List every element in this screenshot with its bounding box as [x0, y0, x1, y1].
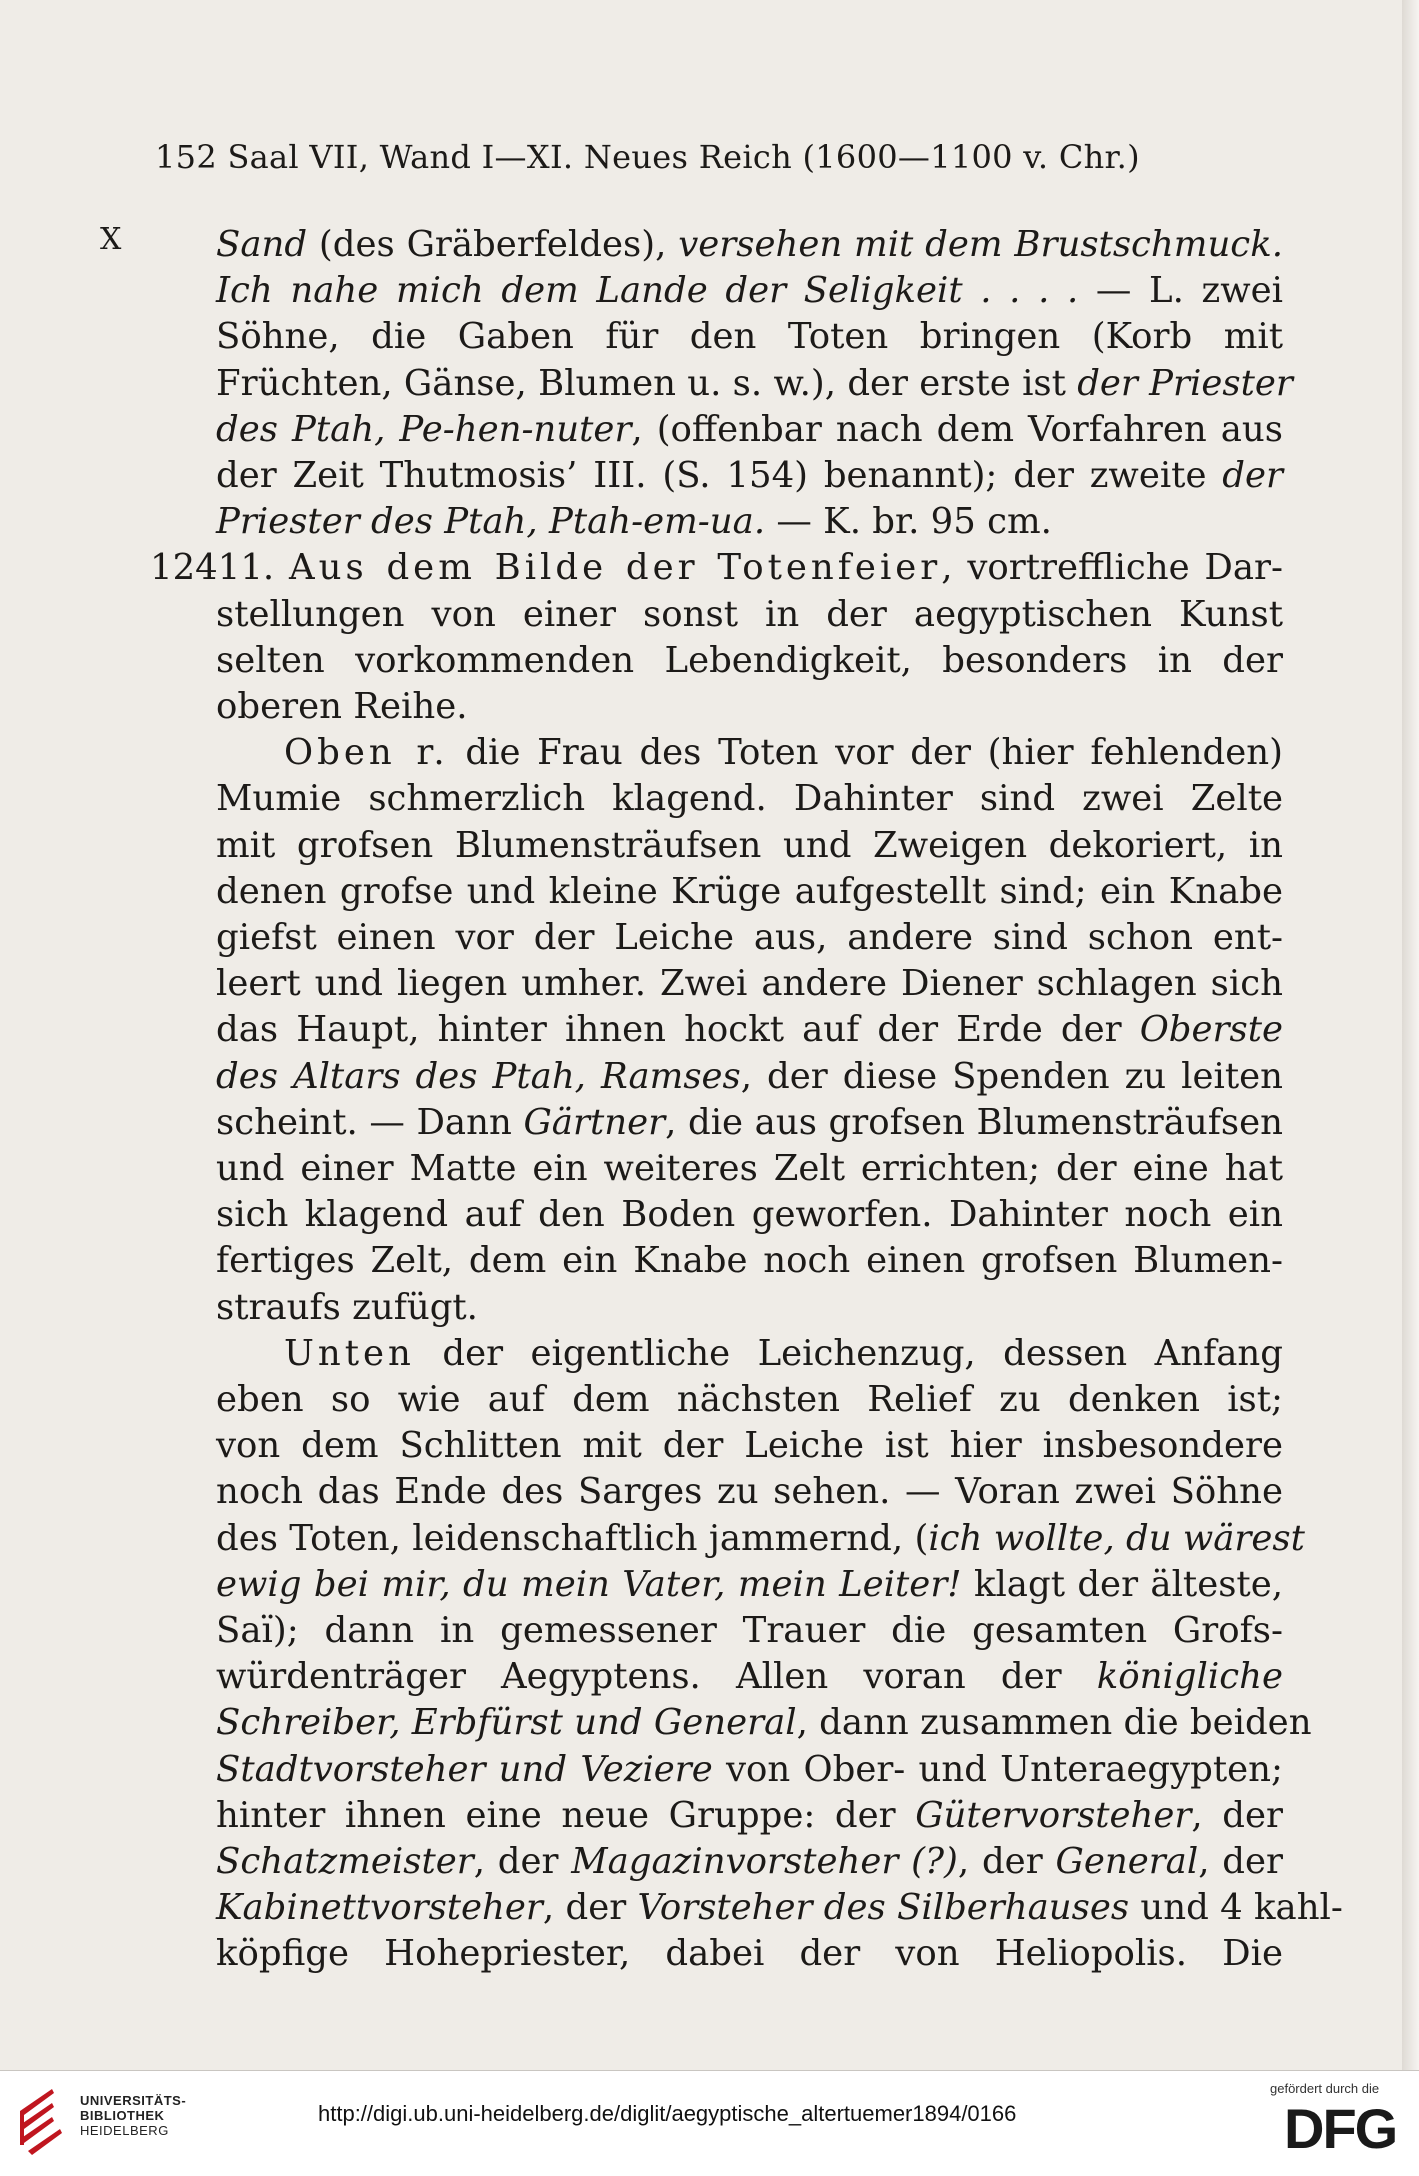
text-run: noch das Ende des Sarges zu sehen. — Voran zwei Söhne	[216, 1471, 1283, 1513]
text-run: Mumie schmerzlich klagend. Dahinter sind zwei Zelte	[216, 778, 1283, 820]
text-run: eben so wie auf dem nächsten Relief zu denken ist;	[216, 1379, 1283, 1420]
text-run: Söhne, die Gaben für den Toten bringen (Korb mit	[216, 316, 1283, 358]
funding-caption: gefördert durch die	[1270, 2081, 1380, 2096]
italic-text: königliche	[1096, 1656, 1283, 1698]
text-line	[216, 592, 1283, 637]
footer-bar	[0, 2070, 1419, 2176]
text-line	[216, 915, 1283, 960]
text-run: der Zeit Thutmosis’ III. (S. 154) benannt); der zweite	[216, 455, 1223, 496]
text-run: Saï); dann in gemessener Trauer die gesamten Grofs-	[216, 1610, 1283, 1651]
library-name-line-3: HEIDELBERG	[80, 2123, 169, 2138]
italic-text: ich wollte, du wärest	[928, 1517, 1305, 1559]
text-line	[216, 1885, 1343, 1930]
italic-text: Stadtvorsteher und Veziere	[216, 1748, 713, 1790]
text-line	[216, 1654, 1283, 1699]
text-line	[216, 1238, 1283, 1283]
text-line	[216, 1562, 1283, 1607]
text-run: , der	[957, 1841, 1056, 1882]
italic-text: des Ptah, Pe-hen-nuter	[216, 408, 632, 450]
italic-text: des Altars des Ptah, Ramses	[216, 1055, 741, 1097]
italic-text: Ich nahe mich dem Lande der Seligkeit . . . .	[216, 270, 1079, 312]
italic-text: Magazinvorsteher (?)	[571, 1841, 958, 1882]
text-line	[216, 453, 1283, 498]
spaced-text: Unten	[284, 1332, 415, 1374]
text-run: , der	[1191, 1794, 1283, 1836]
italic-text: Vorsteher des Silberhauses	[637, 1887, 1130, 1929]
text-run: straufs zufügt.	[216, 1286, 478, 1328]
text-line	[216, 638, 1283, 683]
text-line	[216, 1839, 1283, 1884]
italic-text: Priester des Ptah, Ptah-em-ua.	[216, 501, 766, 543]
text-line	[216, 1007, 1283, 1052]
page-edge	[1402, 0, 1419, 2070]
margin-mark: X	[100, 222, 122, 257]
text-run: , der diese Spenden zu leiten	[740, 1055, 1283, 1097]
text-line	[216, 1931, 1283, 1976]
text-run: , (offenbar nach dem Vorfahren aus	[631, 408, 1284, 450]
text-run: klagt der älteste,	[961, 1563, 1283, 1605]
text-run: der eigentliche Leichenzug, dessen Anfang	[414, 1332, 1283, 1374]
text-line	[284, 730, 1283, 775]
text-line	[216, 1469, 1283, 1514]
text-line	[216, 1192, 1283, 1237]
text-line	[216, 268, 1283, 313]
text-line	[216, 1285, 1283, 1330]
text-run: , der	[542, 1887, 638, 1929]
text-line	[216, 407, 1283, 452]
text-run: denen grofse und kleine Krüge aufgestellt sind; ein Knabe	[216, 870, 1283, 912]
text-line	[216, 222, 1283, 267]
text-run: , der	[473, 1841, 572, 1882]
text-run: von Ober- und Unteraegypten;	[712, 1748, 1283, 1790]
text-line	[216, 361, 1293, 406]
text-run: sich klagend auf den Boden geworfen. Dahinter noch ein	[216, 1194, 1283, 1236]
text-line	[216, 1793, 1283, 1838]
text-line	[216, 1700, 1312, 1745]
text-line	[216, 1100, 1283, 1145]
text-run: , dann zusammen die beiden	[796, 1702, 1312, 1744]
text-line	[216, 684, 1283, 729]
italic-text: General	[1055, 1841, 1199, 1882]
text-run: und 4 kahl-	[1129, 1887, 1343, 1929]
text-run: würdenträger Aegyptens. Allen voran der	[216, 1656, 1097, 1698]
italic-text: Schreiber, Erbfürst und General	[216, 1702, 797, 1744]
text-line	[216, 1146, 1283, 1191]
text-run: 12411.	[150, 547, 289, 589]
text-line	[216, 1377, 1283, 1422]
text-run: Früchten, Gänse, Blumen u. s. w.), der erste ist	[216, 362, 1078, 404]
text-run: stellungen von einer sonst in der aegyptischen Kunst	[216, 593, 1283, 635]
running-head: 152 Saal VII, Wand I—XI. Neues Reich (1600—1100 v. Chr.)	[155, 138, 1140, 176]
text-line	[216, 1054, 1283, 1099]
italic-text: Oberste	[1139, 1009, 1283, 1051]
text-run: von dem Schlitten mit der Leiche ist hier insbesondere	[216, 1425, 1283, 1467]
text-run: hinter ihnen eine neue Gruppe: der	[216, 1794, 916, 1836]
text-line	[216, 314, 1283, 359]
text-run: das Haupt, hinter ihnen hockt auf der Erde der	[216, 1009, 1140, 1051]
italic-text: Kabinettvorsteher	[216, 1887, 543, 1929]
italic-text: der	[1222, 455, 1283, 496]
text-line	[216, 1608, 1283, 1653]
text-run: , die aus grofsen Blumensträufsen	[665, 1101, 1283, 1143]
text-run: des Toten, leidenschaftlich jammernd, (	[216, 1517, 929, 1559]
italic-text: Gärtner	[523, 1101, 666, 1143]
italic-text: Schatzmeister	[216, 1841, 474, 1882]
text-line	[216, 1516, 1305, 1561]
text-line	[216, 823, 1283, 868]
text-run: fertiges Zelt, dem ein Knabe noch einen grofsen Blumen-	[216, 1240, 1283, 1282]
spaced-text: Oben r.	[284, 732, 449, 774]
text-run: , vortreffliche Dar-	[941, 547, 1283, 589]
text-run: köpfige Hohepriester, dabei der von Heliopolis. Die	[216, 1933, 1283, 1975]
text-run: selten vorkommenden Lebendigkeit, besonders in der	[216, 639, 1283, 681]
spaced-text: Aus dem Bilde der Totenfeier	[288, 547, 942, 589]
text-line	[216, 961, 1283, 1006]
dfg-logo[interactable]: DFG	[1284, 2097, 1397, 2160]
text-run: oberen Reihe.	[216, 686, 468, 727]
text-run: mit grofsen Blumensträufsen und Zweigen dekoriert, in	[216, 824, 1283, 866]
text-run: und einer Matte ein weiteres Zelt errichten; der eine hat	[216, 1148, 1283, 1189]
university-library-logo-icon[interactable]	[14, 2085, 70, 2155]
italic-text: versehen mit dem Brustschmuck.	[678, 224, 1283, 265]
text-run: — L. zwei	[1078, 270, 1284, 312]
text-run: die Frau des Toten vor der (hier fehlenden)	[448, 732, 1283, 774]
text-run: — K. br. 95 cm.	[765, 501, 1052, 543]
italic-text: Sand	[216, 224, 308, 265]
text-line	[216, 1747, 1283, 1792]
text-line	[216, 776, 1283, 821]
text-line	[216, 1423, 1283, 1468]
italic-text: der Priester	[1077, 362, 1293, 404]
library-name-line-1: UNIVERSITÄTS-	[80, 2093, 187, 2108]
text-line	[150, 545, 1283, 590]
text-line	[284, 1331, 1283, 1376]
text-run: , der	[1198, 1841, 1283, 1882]
library-name-line-2: BIBLIOTHEK	[80, 2108, 165, 2123]
permalink-url[interactable]: http://digi.ub.uni-heidelberg.de/diglit/aegyptische_altertuemer1894/0166	[318, 2101, 1017, 2126]
italic-text: ewig bei mir, du mein Vater, mein Leiter!	[216, 1563, 962, 1605]
library-name	[80, 2093, 186, 2138]
text-run: giefst einen vor der Leiche aus, andere sind schon ent-	[216, 917, 1283, 958]
text-line	[216, 869, 1283, 914]
text-line	[216, 499, 1283, 544]
text-run: leert und liegen umher. Zwei andere Diener schlagen sich	[216, 963, 1283, 1005]
italic-text: Gütervorsteher	[915, 1794, 1192, 1836]
text-run: scheint. — Dann	[216, 1101, 524, 1143]
text-run: (des Gräberfeldes),	[307, 224, 679, 265]
